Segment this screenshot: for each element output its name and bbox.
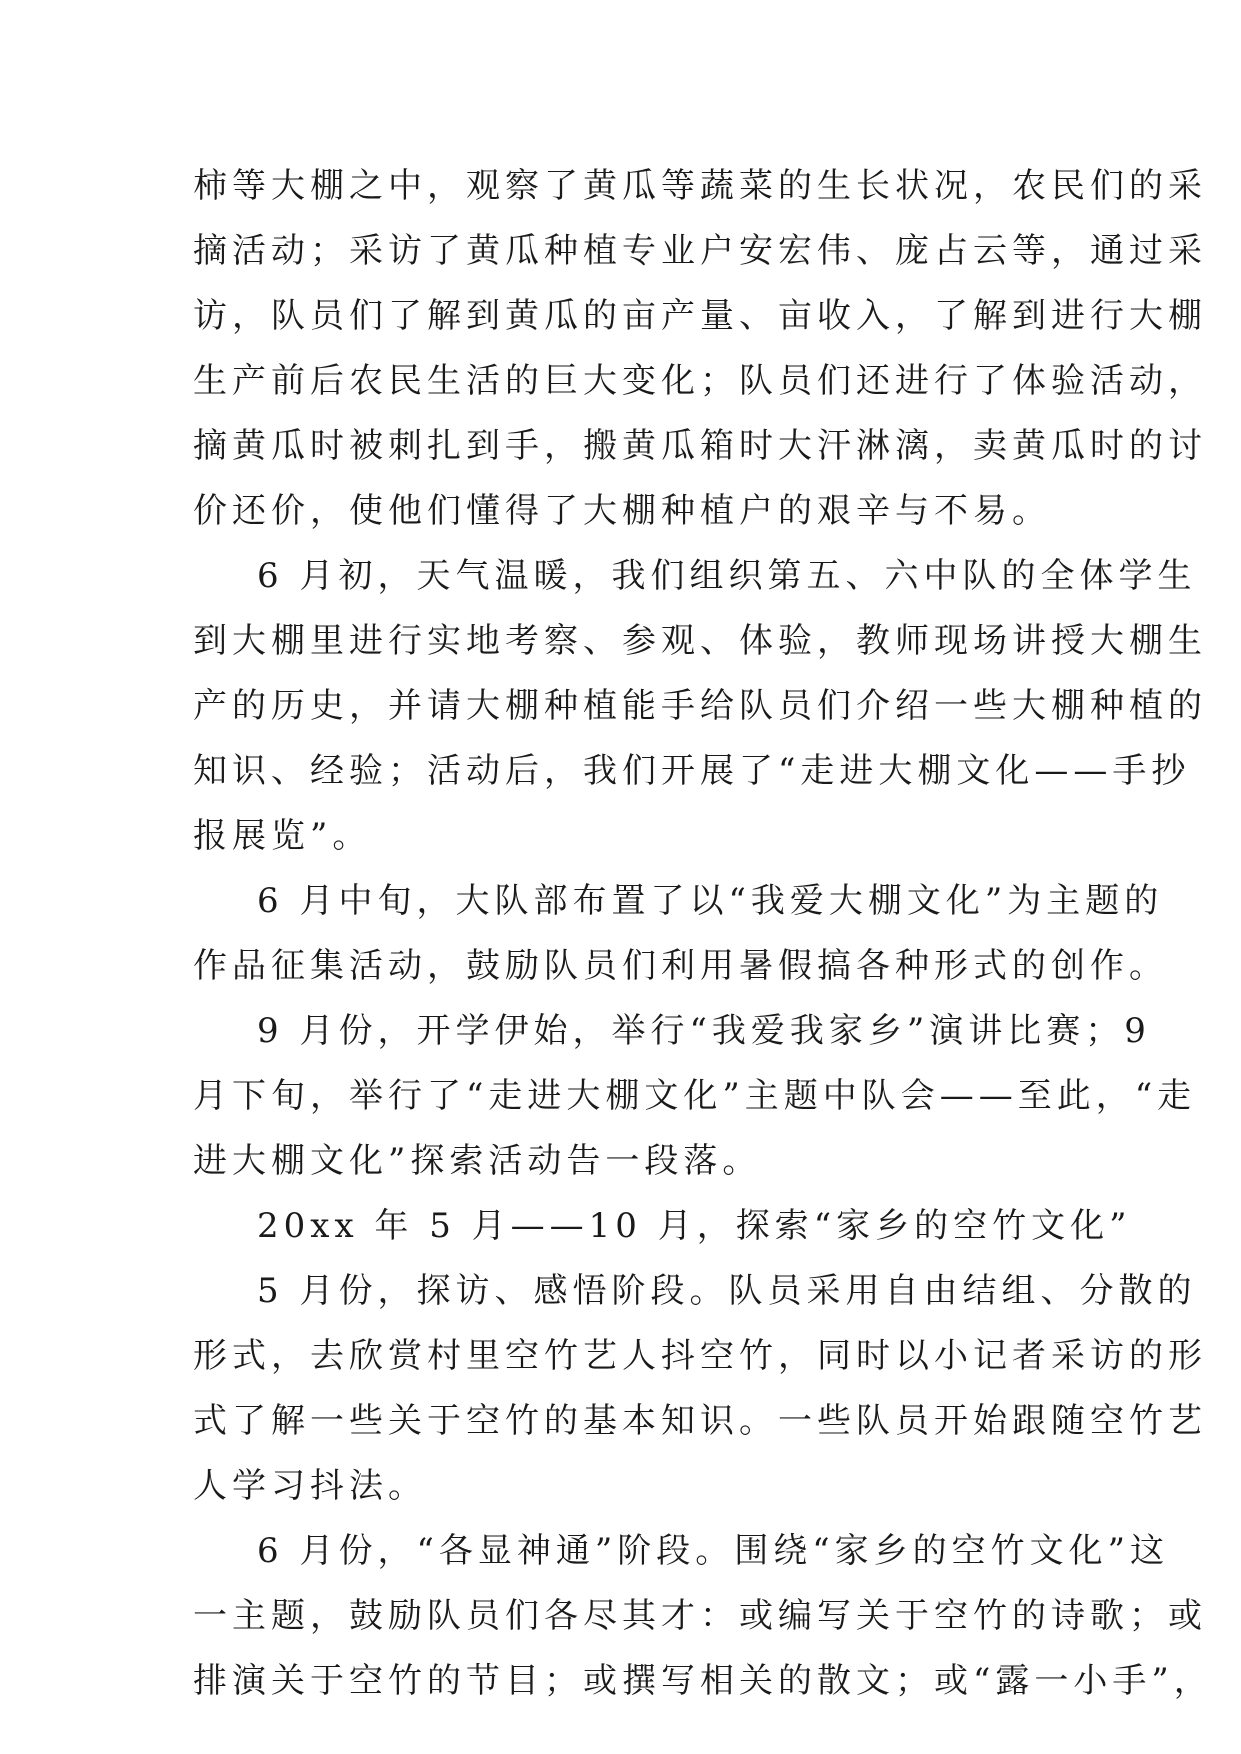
text-line: 生产前后农民生活的巨大变化；队员们还进行了体验活动， <box>193 361 1207 401</box>
text-line: 一主题，鼓励队员们各尽其才：或编写关于空竹的诗歌；或 <box>193 1596 1207 1636</box>
section-heading-line: 20xx 年 5 月——10 月，探索“家乡的空竹文化” <box>257 1206 1132 1246</box>
text-line: 访，队员们了解到黄瓜的亩产量、亩收入，了解到进行大棚 <box>193 296 1207 336</box>
text-line: 作品征集活动，鼓励队员们利用暑假搞各种形式的创作。 <box>193 946 1168 986</box>
paragraph-start-line: 9 月份，开学伊始，举行“我爱我家乡”演讲比赛；9 <box>257 1011 1151 1051</box>
text-line: 产的历史，并请大棚种植能手给队员们介绍一些大棚种植的 <box>193 686 1207 726</box>
text-line: 式了解一些关于空竹的基本知识。一些队员开始跟随空竹艺 <box>193 1401 1207 1441</box>
text-line: 人学习抖法。 <box>193 1466 427 1506</box>
paragraph-start-line: 6 月初，天气温暖，我们组织第五、六中队的全体学生 <box>257 556 1197 596</box>
text-line: 知识、经验；活动后，我们开展了“走进大棚文化——手抄 <box>193 751 1191 791</box>
text-line: 到大棚里进行实地考察、参观、体验，教师现场讲授大棚生 <box>193 621 1207 661</box>
text-line: 价还价，使他们懂得了大棚种植户的艰辛与不易。 <box>193 491 1051 531</box>
text-line: 摘活动；采访了黄瓜种植专业户安宏伟、庞占云等，通过采 <box>193 231 1207 271</box>
text-line: 柿等大棚之中，观察了黄瓜等蔬菜的生长状况，农民们的采 <box>193 166 1207 206</box>
text-line: 排演关于空竹的节目；或撰写相关的散文；或“露一小手”， <box>193 1661 1213 1701</box>
text-line: 摘黄瓜时被刺扎到手，搬黄瓜箱时大汗淋漓，卖黄瓜时的讨 <box>193 426 1207 466</box>
text-line: 进大棚文化”探索活动告一段落。 <box>193 1141 762 1181</box>
text-line: 报展览”。 <box>193 816 372 856</box>
paragraph-start-line: 6 月份，“各显神通”阶段。围绕“家乡的空竹文化”这 <box>257 1531 1169 1571</box>
paragraph-start-line: 5 月份，探访、感悟阶段。队员采用自由结组、分散的 <box>257 1271 1197 1311</box>
paragraph-start-line: 6 月中旬，大队部布置了以“我爱大棚文化”为主题的 <box>257 881 1164 921</box>
body-text <box>193 154 1213 1714</box>
text-line: 形式，去欣赏村里空竹艺人抖空竹，同时以小记者采访的形 <box>193 1336 1207 1376</box>
text-line: 月下旬，举行了“走进大棚文化”主题中队会——至此，“走 <box>193 1076 1197 1116</box>
